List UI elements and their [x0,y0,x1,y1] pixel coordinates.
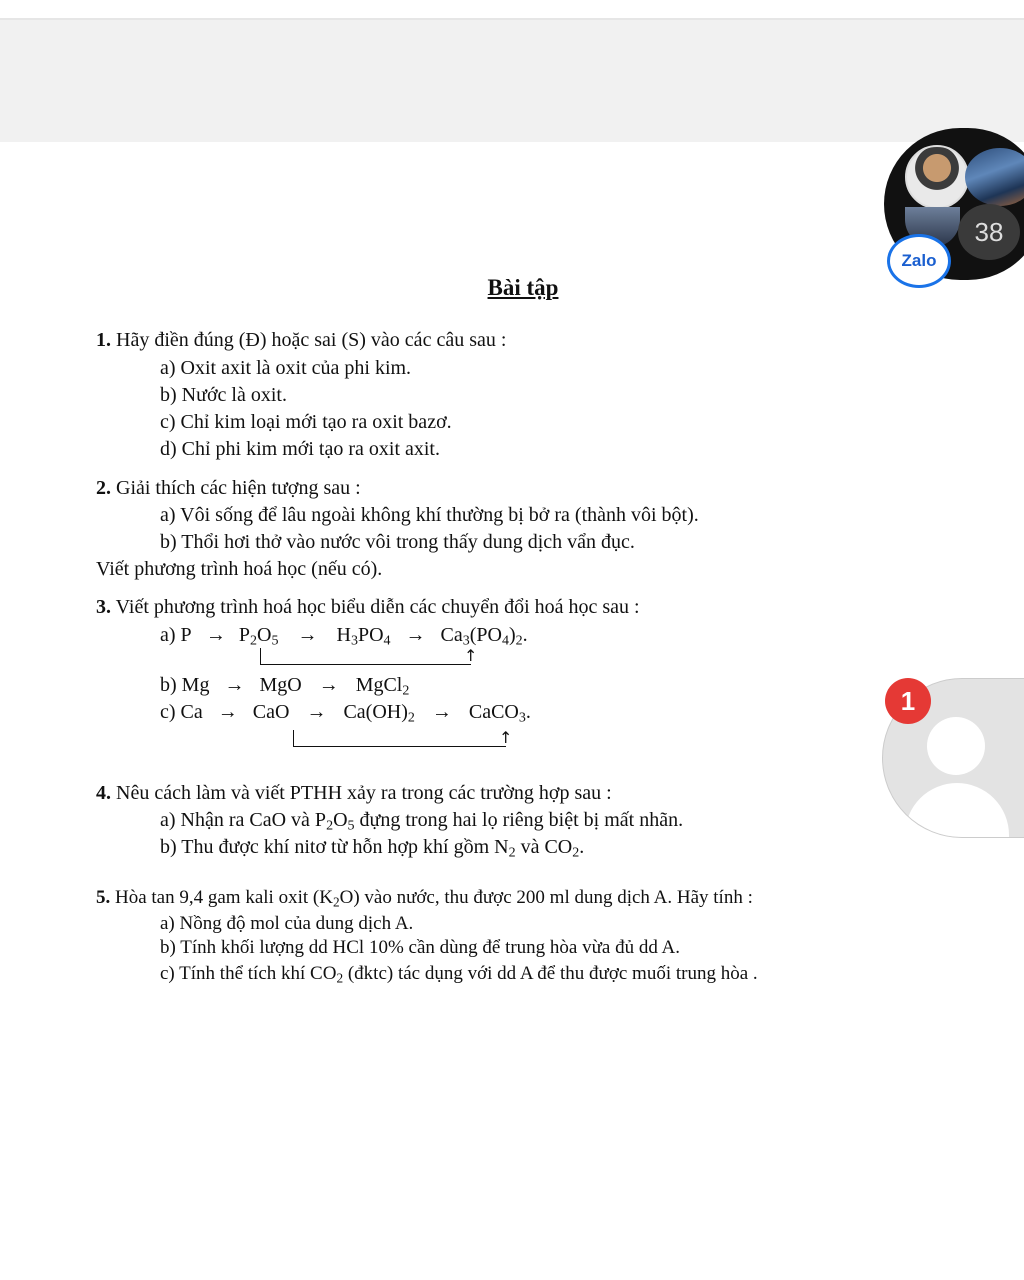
question-2 [96,476,361,500]
q3-chain-c: c) Ca → CaO → $Ca(OH)_2$ → CaCO$_3$. [160,701,531,726]
question-number: 2. [96,477,111,499]
question-number: 1. [96,329,111,351]
question-text: Viết phương trình hoá học biểu diễn các chuyển đổi hoá học sau : [115,596,640,618]
up-arrow-icon: ↑ [464,646,478,665]
q3-chain-b: b) Mg → MgO → MgCl$_2$ [160,674,410,699]
formula-ca3po42: $Ca_3(PO_4)_2$. [440,624,528,649]
q5-item-c: c) Tính thể tích khí $CO_2$ (đktc) tác dụng với dd A để thu được muối trung hòa . [160,963,758,986]
q2-item-b: b) Thổi hơi thở vào nước vôi trong thấy dung dịch vẩn đục. [160,531,635,553]
question-4 [96,781,612,805]
q2-note: Viết phương trình hoá học (nếu có). [96,558,383,580]
question-3 [96,595,640,619]
question-text: Hãy điền đúng (Đ) hoặc sai (S) vào các câu sau : [116,329,507,351]
question-5: 5. Hòa tan 9,4 gam kali oxit $(K_2O)$ vào nước, thu được 200 ml dung dịch A. Hãy tính : [96,887,753,910]
avatar[interactable] [905,145,969,209]
unread-count-badge: 38 [958,204,1020,260]
q1-item-a: a) Oxit axit là oxit của phi kim. [160,357,412,379]
formula-caoh2: $Ca(OH)_2$ [343,701,415,726]
formula-mgcl2: MgCl$_2$ [355,674,410,699]
q1-item-c: c) Chỉ kim loại mới tạo ra oxit bazơ. [160,411,452,433]
question-text: Nêu cách làm và viết PTHH xảy ra trong các trường hợp sau : [116,782,612,804]
formula-p2o5: $P_2O_5$ [238,624,279,649]
up-arrow-icon: ↑ [499,728,513,747]
question-number: 4. [96,782,111,804]
user-icon [927,717,985,775]
question-1 [96,328,506,352]
page-title: Bài tập [487,275,559,300]
question-number: 5. [96,887,111,908]
formula-caco3: CaCO$_3$. [468,701,531,726]
q5-item-b: b) Tính khối lượng dd HCl 10% cần dùng để trung hòa vừa đủ dd A. [160,937,681,958]
q4-item-b: b) Thu được khí nitơ từ hỗn hợp khí gồm $N_2$ và $CO_2$. [160,836,585,861]
q5-item-a: a) Nồng độ mol của dung dịch A. [160,913,414,934]
notification-badge: 1 [885,678,931,724]
q3-chain-a: a) $P \to P_2O_5 \to H_3PO_4 \to Ca_3(PO_4)_2$. [160,624,528,649]
question-number: 3. [96,596,111,618]
q1-item-b: b) Nước là oxit. [160,384,287,406]
user-icon-body [905,783,1009,838]
q2-item-a: a) Vôi sống để lâu ngoài không khí thường bị bở ra (thành vôi bột). [160,504,699,526]
q4-item-a: a) Nhận ra CaO và $P_2O_5$ đựng trong hai lọ riêng biệt bị mất nhãn. [160,809,684,834]
chain-a-bracket [260,648,471,665]
zalo-logo-icon: Zalo [887,234,951,288]
formula-h3po4: $H_3PO_4$ [336,624,391,649]
chain-c-bracket [293,730,506,747]
question-text: Giải thích các hiện tượng sau : [116,477,361,499]
q1-item-d: d) Chỉ phi kim mới tạo ra oxit axit. [160,438,440,460]
